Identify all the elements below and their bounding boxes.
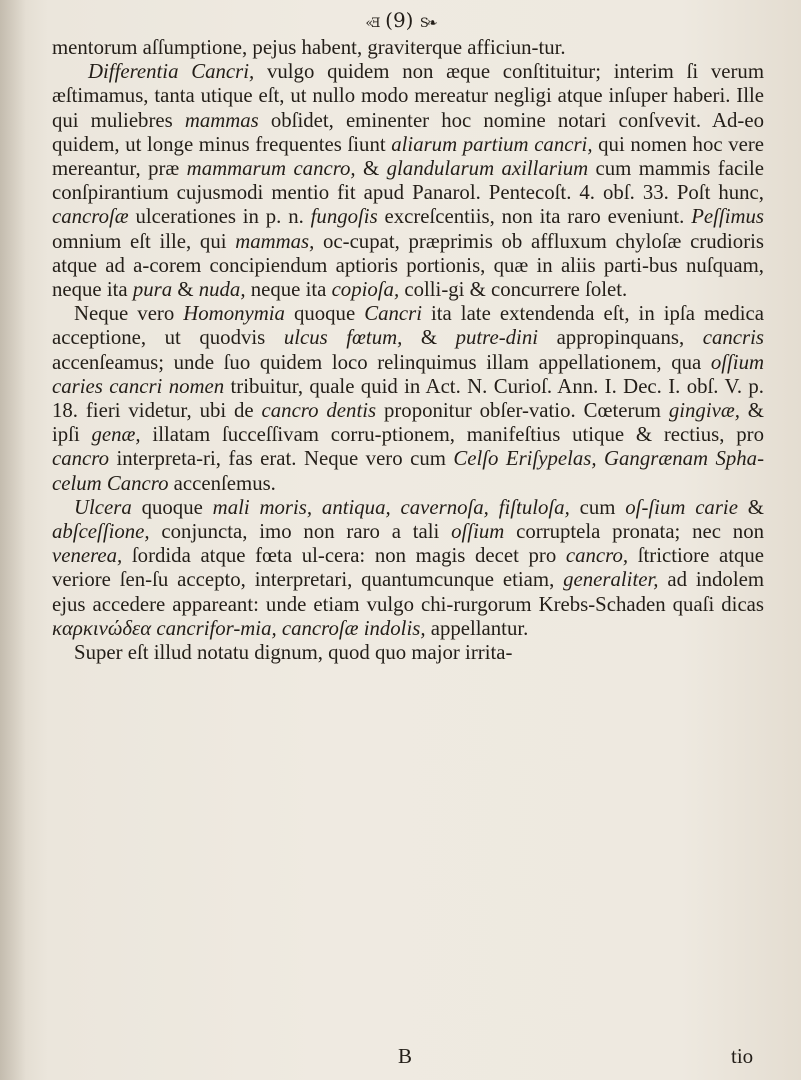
- signature-mark: B: [398, 1044, 413, 1068]
- paragraph-ulcera: Ulcera quoque mali moris, antiqua, cavernoſa, fiſtuloſa, cum oſ-ſium carie & abſceſſione, conjuncta, imo non raro a tali oſſium corruptela pronata; nec non venerea, ſordida atque fœta ul-cera: non magis decet pro cancro, ſtrictiore atque veriore ſen-ſu accepto, interpretari, quantumcunque etiam, generaliter, ad indolem ejus accedere appareant: unde etiam vulgo chi-rurgorum Krebs-Schaden quaſi dicas καρκινώδεα cancrifor-mia, cancroſæ indolis, appellantur.: [52, 495, 765, 640]
- running-head: [0, 6, 801, 38]
- catchword: tio: [731, 1044, 754, 1068]
- paragraph-homonymia: Neque vero Homonymia quoque Cancri ita late extendenda eſt, in ipſa medica acceptione, ut quodvis ulcus fœtum, & putre-dini appropinquans, cancris accenſeamus; unde ſuo quidem loco relinquimus illam appellationem, qua oſſium caries cancri nomen tribuitur, quale quid in Act. N. Curioſ. Ann. I. Dec. I. obſ. V. p. 18. fieri videtur, ubi de cancro dentis proponitur obſer-vatio. Cœterum gingivæ, & ipſi genæ, illatam ſucceſſivam corru-ptionem, manifeſtius utique & rectius, pro cancro interpreta-ri, fas erat. Neque vero cum Celſo Eriſypelas, Gangrænam Spha-celum Cancro accenſemus.: [52, 302, 765, 495]
- page-number: (9): [385, 8, 414, 32]
- page-footer: [0, 1044, 801, 1070]
- body-text: [52, 36, 764, 665]
- paragraph-continuation: mentorum aſſumptione, pejus habent, graviterque afficiun-tur.: [52, 36, 566, 59]
- ornament-right: S❧: [419, 16, 436, 31]
- paragraph-super-est: Super eſt illud notatu dignum, quod quo major irrita-: [74, 641, 513, 665]
- paragraph-differentia-cancri: Differentia Cancri, vulgo quidem non æque conſtituitur; interim ſi verum æſtimamus, tanta utique eſt, ut nullo modo mereatur negligi atque inſuper haberi. Ille qui muliebres mammas obſidet, eminenter hoc nomine notari conſvevit. Ad-eo quidem, ut longe minus frequentes ſiunt aliarum partium cancri, qui nomen hoc vere mereantur, præ mammarum cancro, & glandularum axillarium cum mammis facile conſpirantium cujusmodi mentio fit apud Panarol. Pentecoſt. 4. obſ. 33. Poſt hunc, cancroſæ ulcerationes in p. n. fungoſis excreſcentiis, non ita raro eveniunt. Peſſimus omnium eſt ille, qui mammas, oc-cupat, præprimis ob affluxum chyloſæ crudioris atque ad a-corem concipiendum aptioris portionis, quæ in aliis parti-bus nuſquam, neque ita pura & nuda, neque ita copioſa, colli-gi & concurrere ſolet.: [52, 60, 765, 302]
- ornament-left: «Ǝ: [365, 16, 379, 31]
- binding-shadow: [0, 0, 26, 1080]
